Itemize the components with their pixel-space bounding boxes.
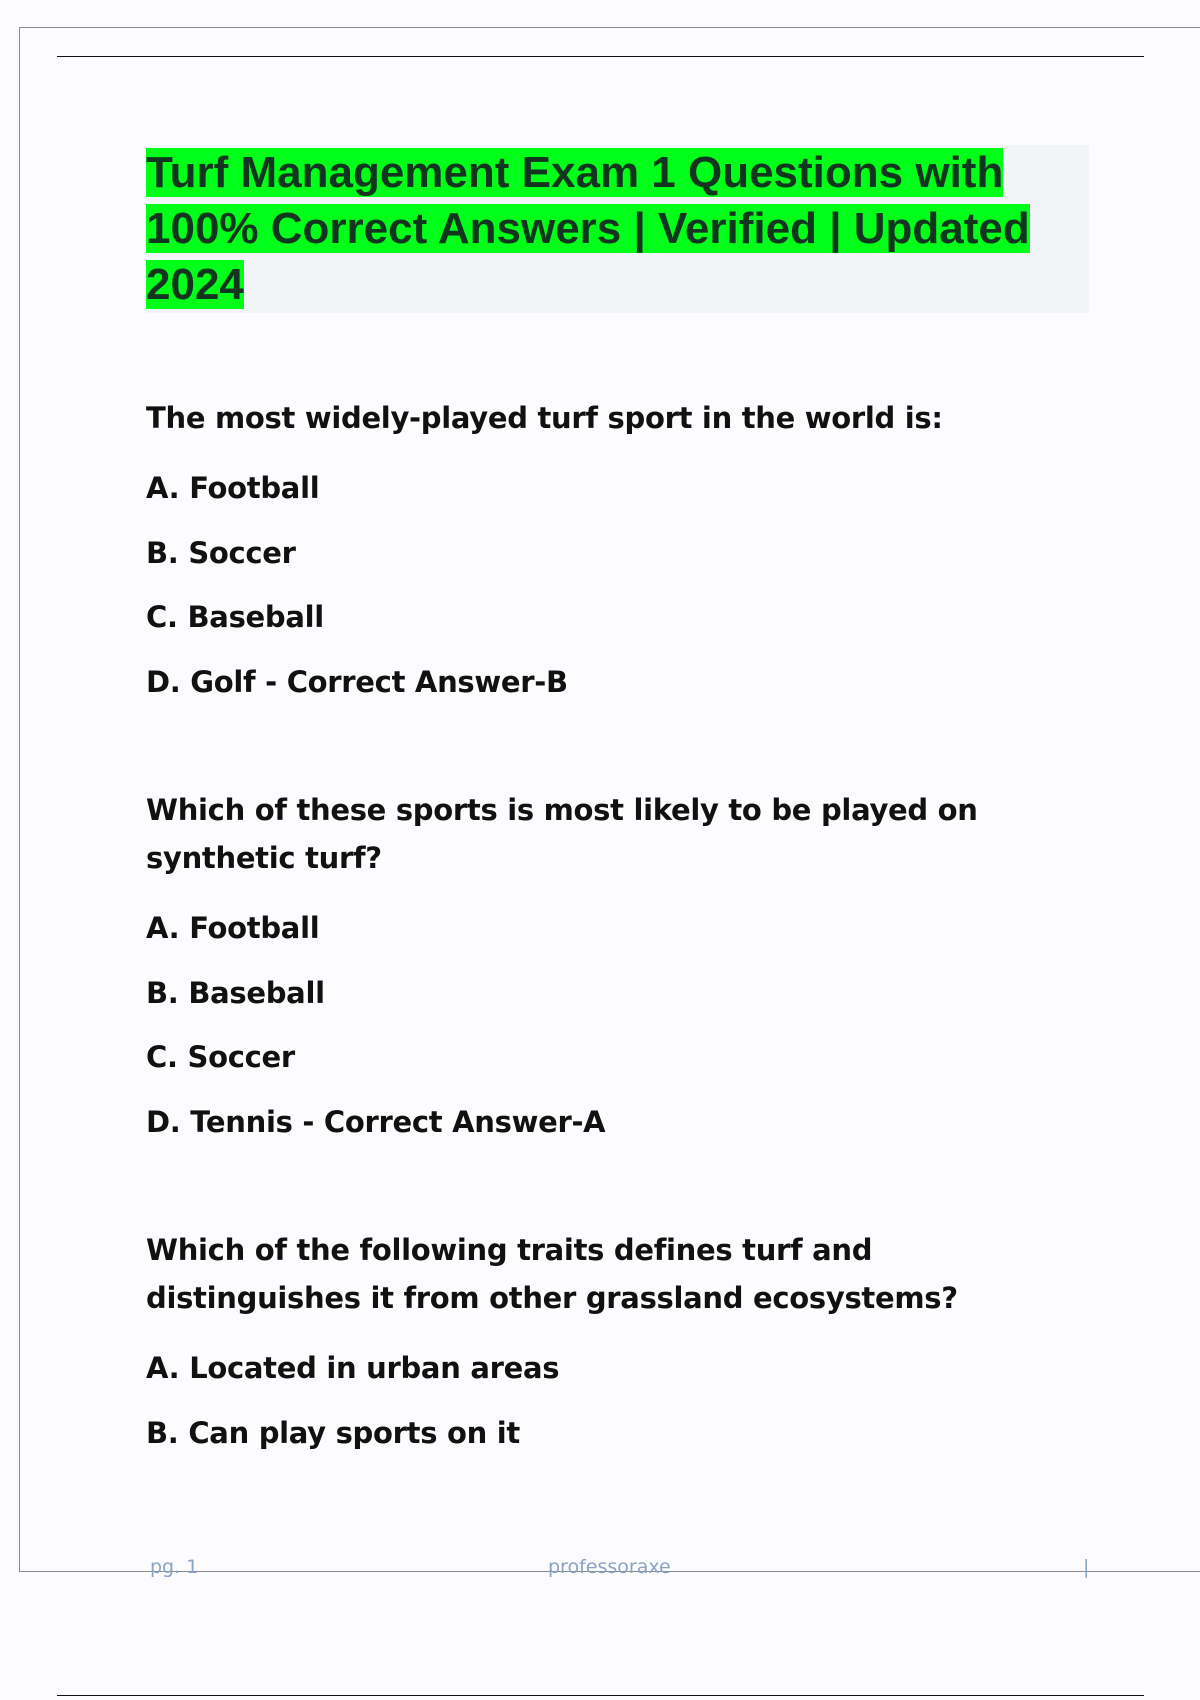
question-1-option-d: D. Golf - Correct Answer-B	[146, 664, 568, 699]
question-3-text: Which of the following traits defines turf and distinguishes it from other grassland ecosystems?	[146, 1233, 958, 1315]
question-1-option-a: A. Football	[146, 471, 320, 505]
question-1-option-c: C. Baseball	[146, 600, 324, 634]
question-1-text: The most widely-played turf sport in the world is:	[146, 401, 943, 435]
footer-author: professoraxe	[548, 1556, 671, 1578]
question-3	[146, 1226, 1096, 1465]
question-2	[146, 786, 1096, 1154]
question-list	[146, 394, 1096, 1537]
header-rule	[57, 56, 1144, 57]
question-2-option-b: B. Baseball	[146, 975, 325, 1010]
footer-separator: |	[1083, 1556, 1090, 1578]
title-block	[146, 145, 1089, 313]
question-3-option-a: A. Located in urban areas	[146, 1351, 560, 1385]
question-1-option-b: B. Soccer	[146, 535, 296, 570]
question-2-option-d: D. Tennis - Correct Answer-A	[146, 1104, 606, 1139]
footer-page-number: pg. 1	[150, 1556, 199, 1578]
document-title	[146, 145, 1089, 313]
question-2-text: Which of these sports is most likely to be played on synthetic turf?	[146, 793, 978, 875]
question-2-option-a: A. Football	[146, 911, 320, 945]
page-footer	[0, 1556, 1200, 1586]
bottom-rule	[57, 1695, 1144, 1696]
question-2-option-c: C. Soccer	[146, 1040, 295, 1074]
question-1	[146, 394, 1096, 714]
document-title-text: Turf Management Exam 1 Questions with 100% Correct Answers | Verified | Updated 2024	[146, 148, 1030, 309]
question-3-option-b: B. Can play sports on it	[146, 1415, 520, 1450]
